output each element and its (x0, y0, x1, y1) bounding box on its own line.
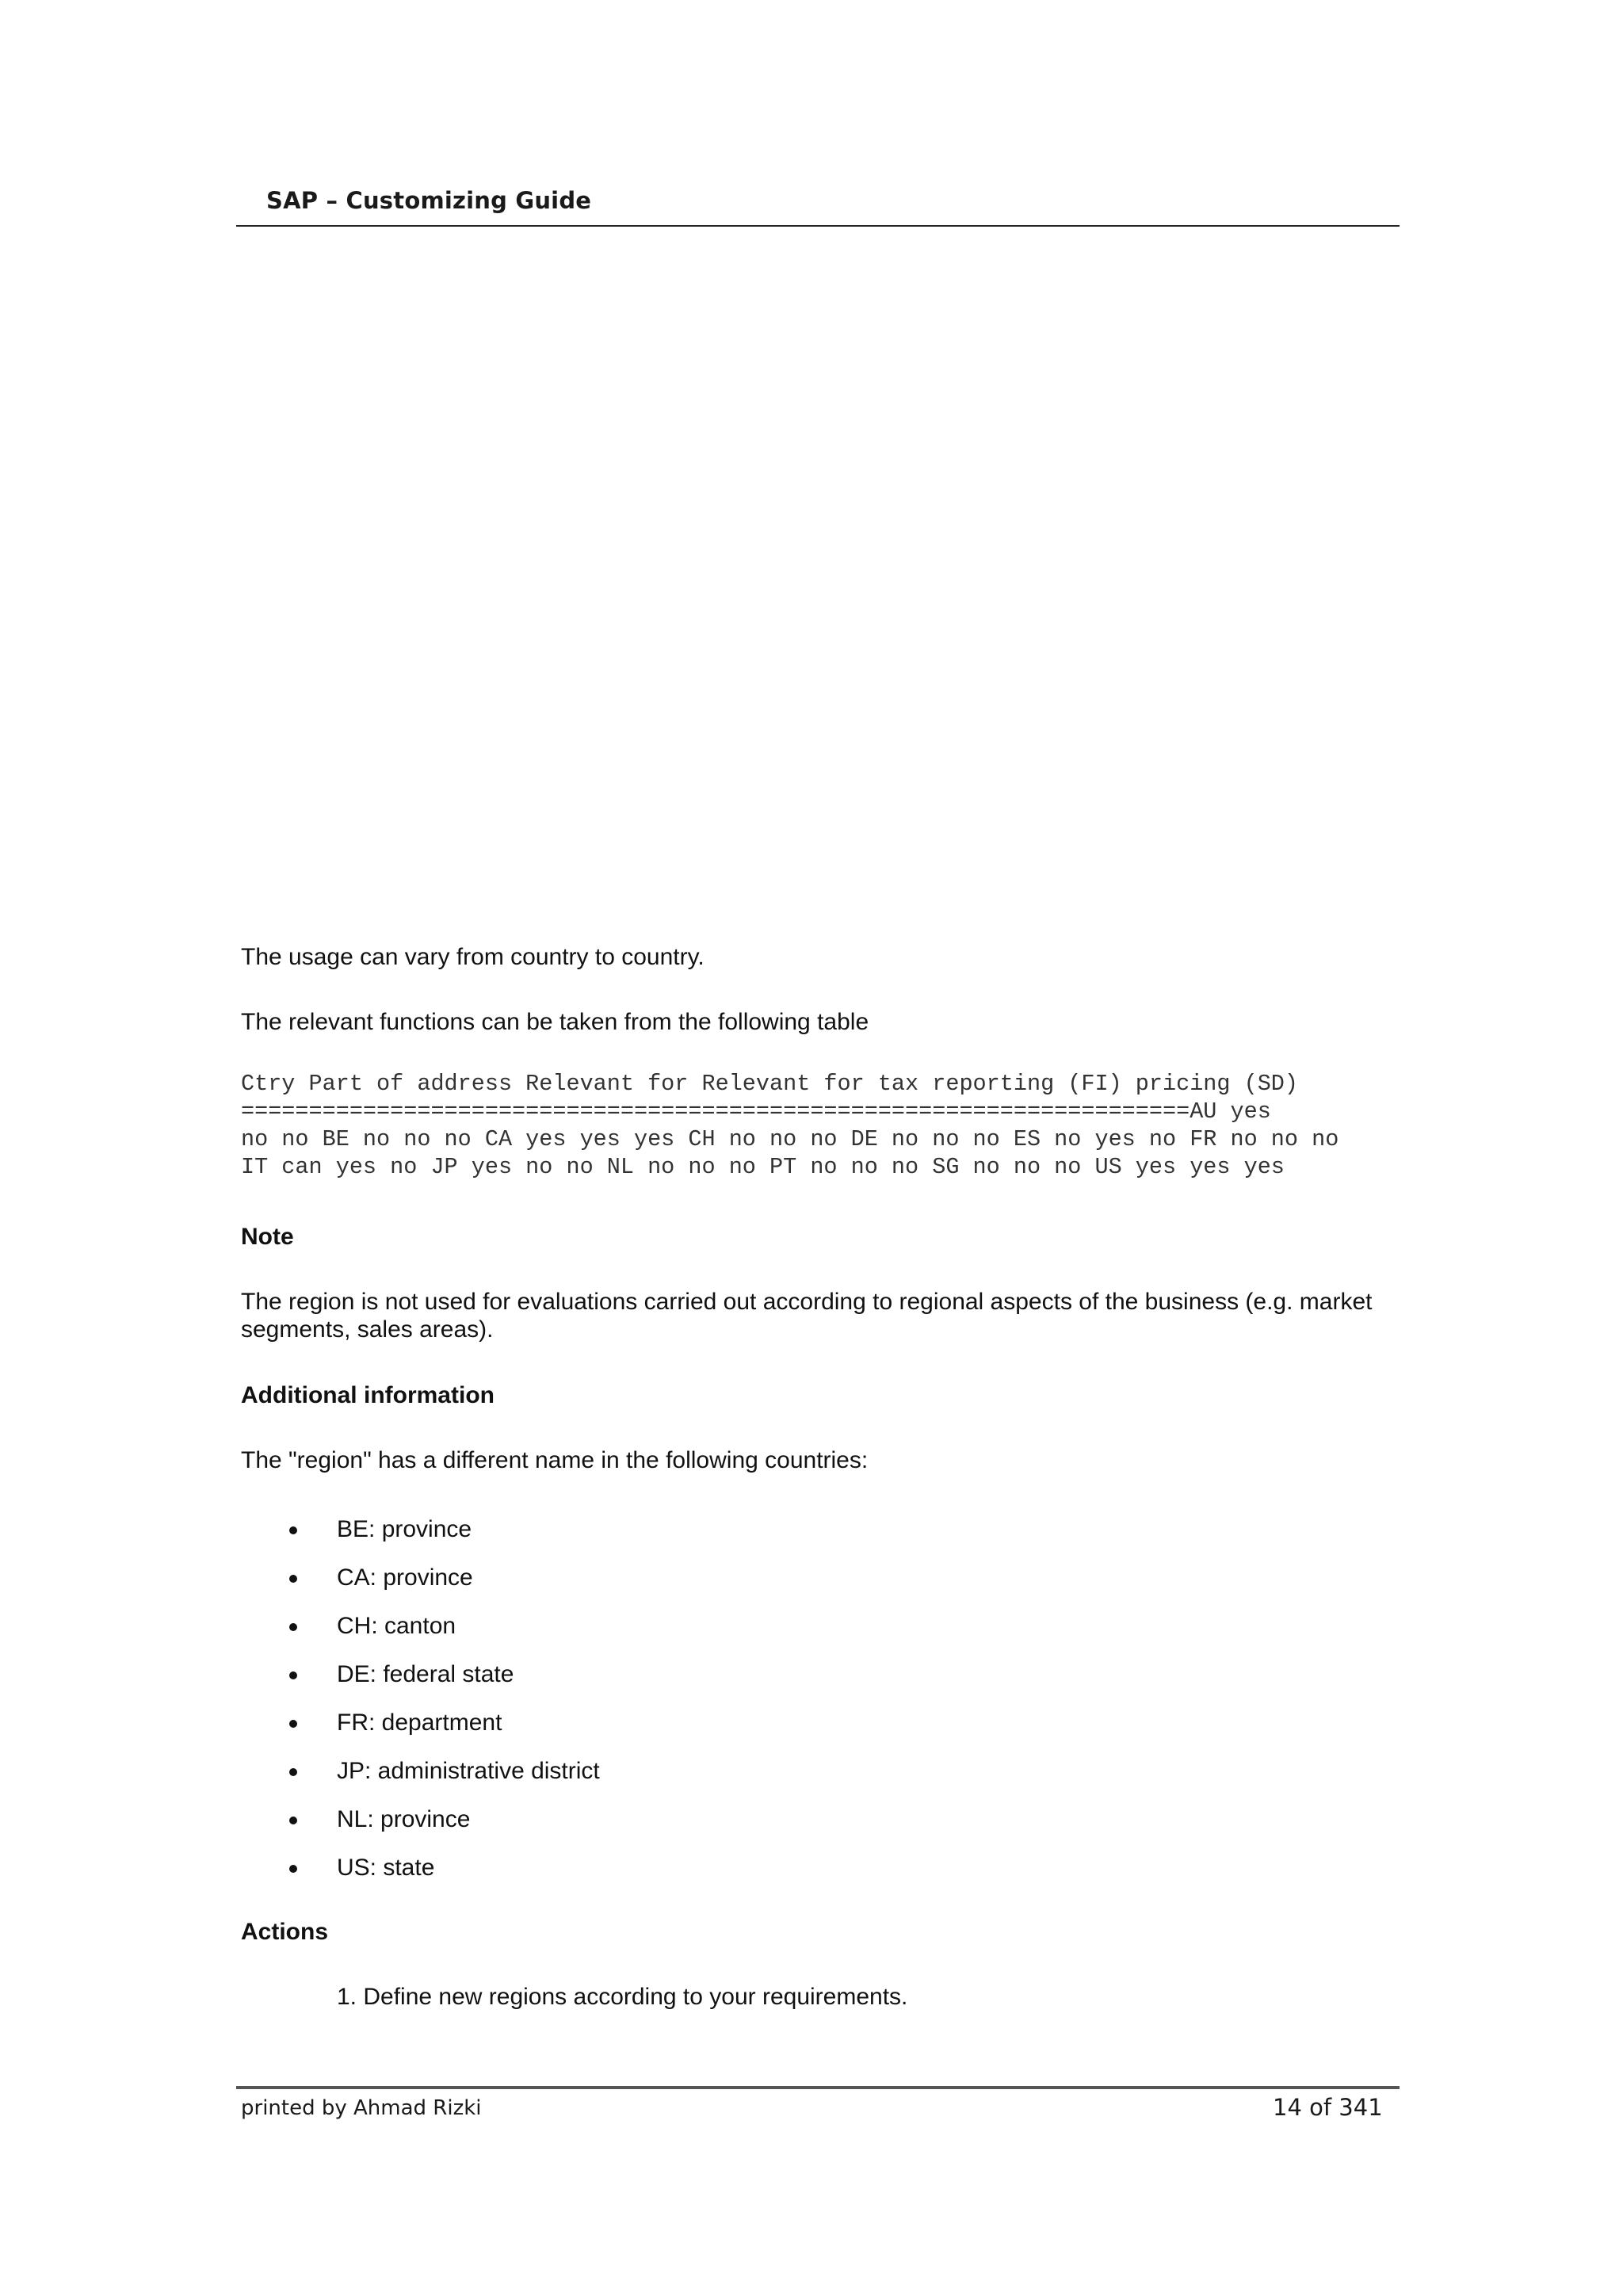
additional-information-heading: Additional information (241, 1382, 495, 1408)
country-functions-table (241, 1070, 1382, 1181)
bullet-icon (289, 1623, 297, 1631)
table-line: Ctry Part of address Relevant for Relevant for tax reporting (FI) pricing (SD) (241, 1071, 1299, 1097)
bullet-icon (289, 1865, 297, 1873)
page-number: 14 of 341 (1273, 2094, 1383, 2121)
list-item-text: CH: canton (337, 1613, 456, 1639)
header-divider (236, 225, 1400, 227)
bullet-icon (289, 1575, 297, 1583)
action-step-1: 1. Define new regions according to your requirements. (337, 1984, 908, 2010)
page-header-title: SAP – Customizing Guide (266, 187, 592, 214)
bullet-icon (289, 1720, 297, 1728)
table-line: ======================================================================AU yes (241, 1098, 1271, 1125)
bullet-icon (289, 1526, 297, 1534)
bullet-icon (289, 1817, 297, 1824)
footer-divider (236, 2086, 1400, 2089)
actions-heading: Actions (241, 1919, 329, 1945)
table-line: IT can yes no JP yes no no NL no no no PT no no no SG no no no US yes yes yes (241, 1154, 1285, 1180)
bullet-icon (289, 1671, 297, 1679)
intro-paragraph-2: The relevant functions can be taken from the following table (241, 1009, 869, 1035)
bullet-icon (289, 1768, 297, 1776)
list-item-text: BE: province (337, 1516, 472, 1542)
printed-by-label: printed by Ahmad Rizki (241, 2096, 482, 2120)
list-item-text: JP: administrative district (337, 1758, 600, 1784)
additional-information-text: The "region" has a different name in the following countries: (241, 1447, 869, 1473)
list-item-text: DE: federal state (337, 1661, 514, 1687)
list-item-text: NL: province (337, 1806, 471, 1832)
note-heading: Note (241, 1224, 294, 1250)
intro-paragraph-1: The usage can vary from country to country. (241, 944, 705, 970)
list-item-text: FR: department (337, 1710, 502, 1736)
note-text-line-2: segments, sales areas). (241, 1316, 494, 1343)
list-item-text: US: state (337, 1855, 435, 1881)
list-item-text: CA: province (337, 1564, 473, 1591)
table-line: no no BE no no no CA yes yes yes CH no no no DE no no no ES no yes no FR no no no (241, 1126, 1339, 1152)
note-text-line-1: The region is not used for evaluations carried out according to regional aspects of the business (e.g. market (241, 1289, 1373, 1315)
